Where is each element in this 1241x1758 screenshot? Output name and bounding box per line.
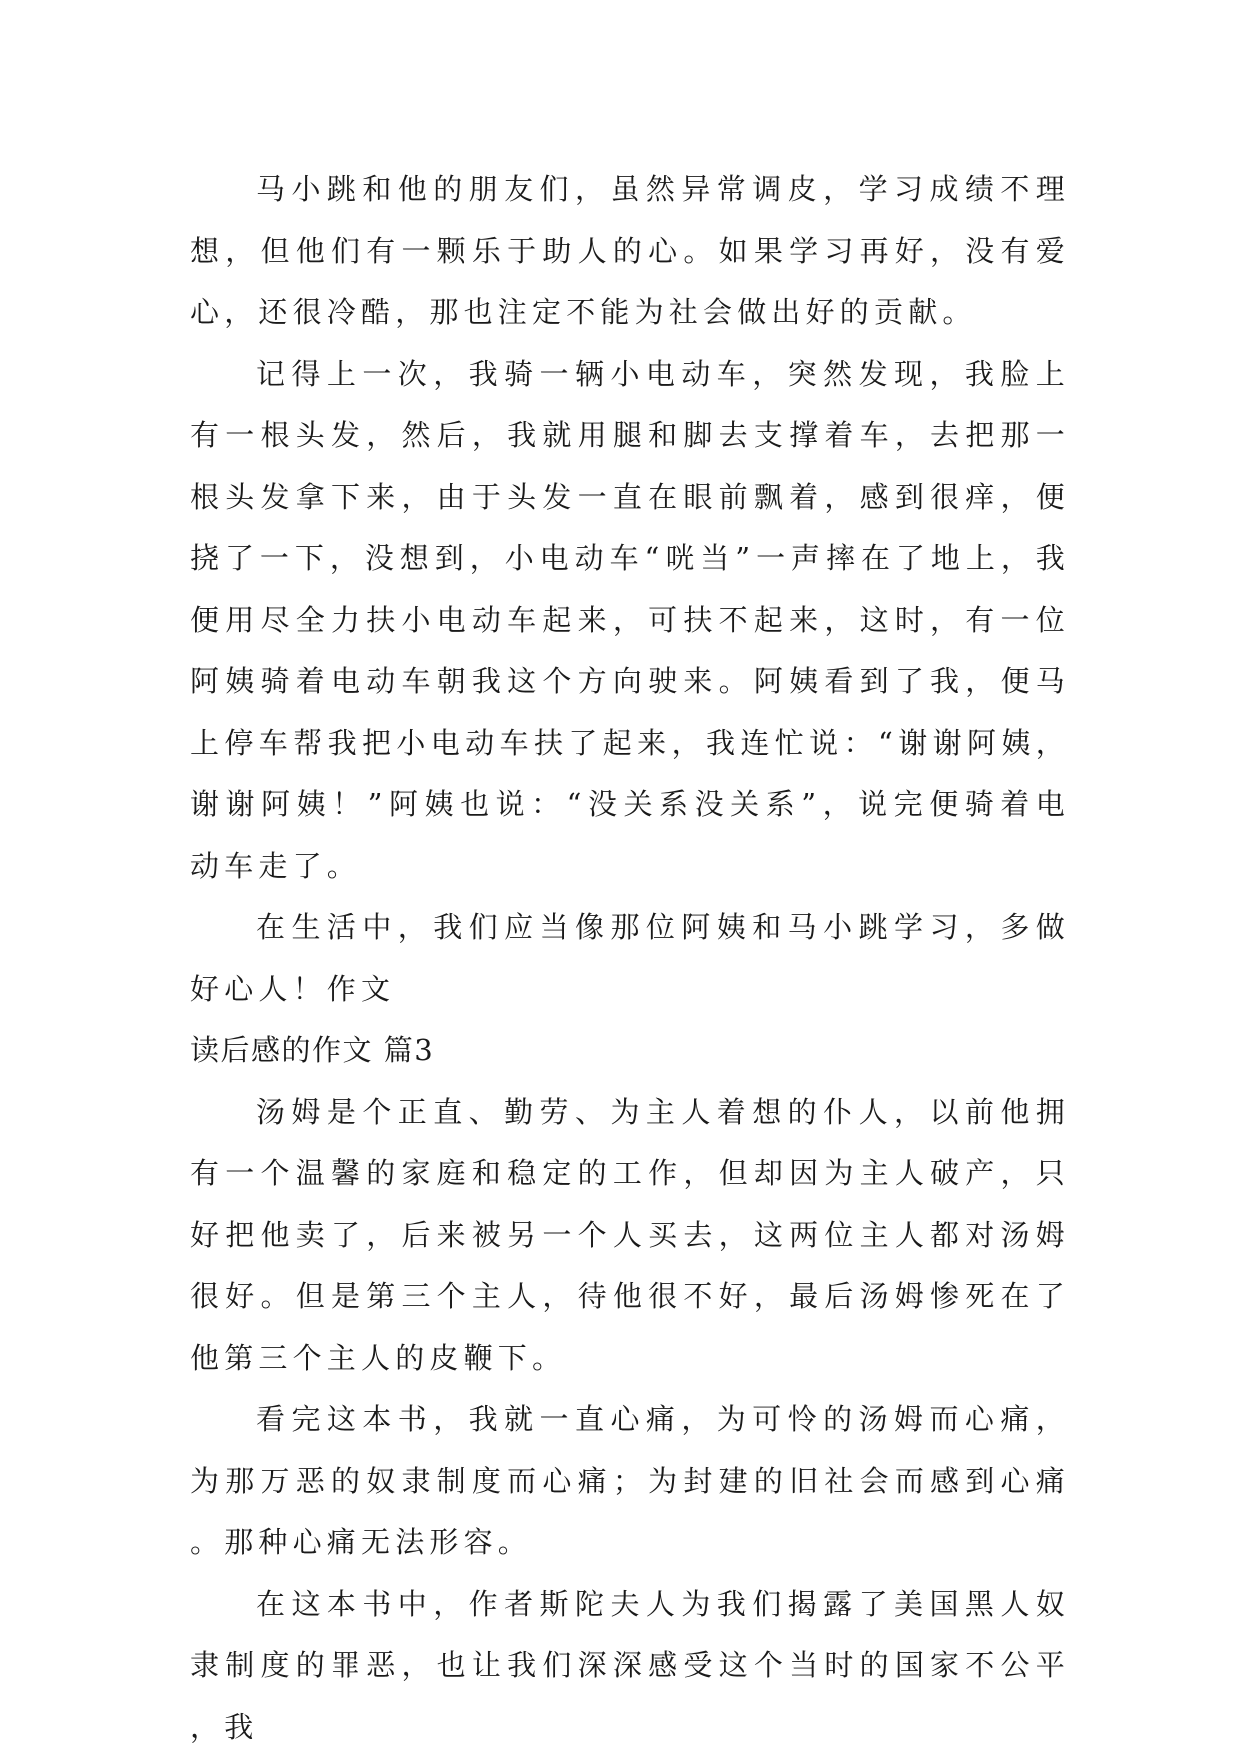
paragraph-tom-summary: 汤姆是个正直、勤劳、为主人着想的仆人，以前他拥有一个温馨的家庭和稳定的工作，但却因为主人破产，只好把他卖了，后来被另一个人买去，这两位主人都对汤姆很好。但是第三个主人，待他很不好，最后汤姆惨死在了他第三个主人的皮鞭下。 [190,1082,1070,1390]
paragraph-conclusion: 在生活中，我们应当像那位阿姨和马小跳学习，多做好心人！作文 [190,897,1070,1020]
paragraph-author-stowe: 在这本书中，作者斯陀夫人为我们揭露了美国黑人奴隶制度的罪恶，也让我们深深感受这个当时的国家不公平，我 [190,1574,1070,1758]
document-body [190,159,1070,1758]
paragraph-ma-xiaotiao: 马小跳和他的朋友们，虽然异常调皮，学习成绩不理想，但他们有一颗乐于助人的心。如果学习再好，没有爱心，还很冷酷，那也注定不能为社会做出好的贡献。 [190,159,1070,344]
paragraph-heartache: 看完这本书，我就一直心痛，为可怜的汤姆而心痛，为那万恶的奴隶制度而心痛；为封建的旧社会而感到心痛。那种心痛无法形容。 [190,1389,1070,1574]
section-heading: 读后感的作文 篇3 [190,1020,1070,1082]
paragraph-electric-bike-story: 记得上一次，我骑一辆小电动车，突然发现，我脸上有一根头发，然后，我就用腿和脚去支撑着车，去把那一根头发拿下来，由于头发一直在眼前飘着，感到很痒，便挠了一下，没想到，小电动车“咣当”一声摔在了地上，我便用尽全力扶小电动车起来，可扶不起来，这时，有一位阿姨骑着电动车朝我这个方向驶来。阿姨看到了我，便马上停车帮我把小电动车扶了起来，我连忙说：“谢谢阿姨，谢谢阿姨！”阿姨也说：“没关系没关系”，说完便骑着电动车走了。 [190,344,1070,898]
